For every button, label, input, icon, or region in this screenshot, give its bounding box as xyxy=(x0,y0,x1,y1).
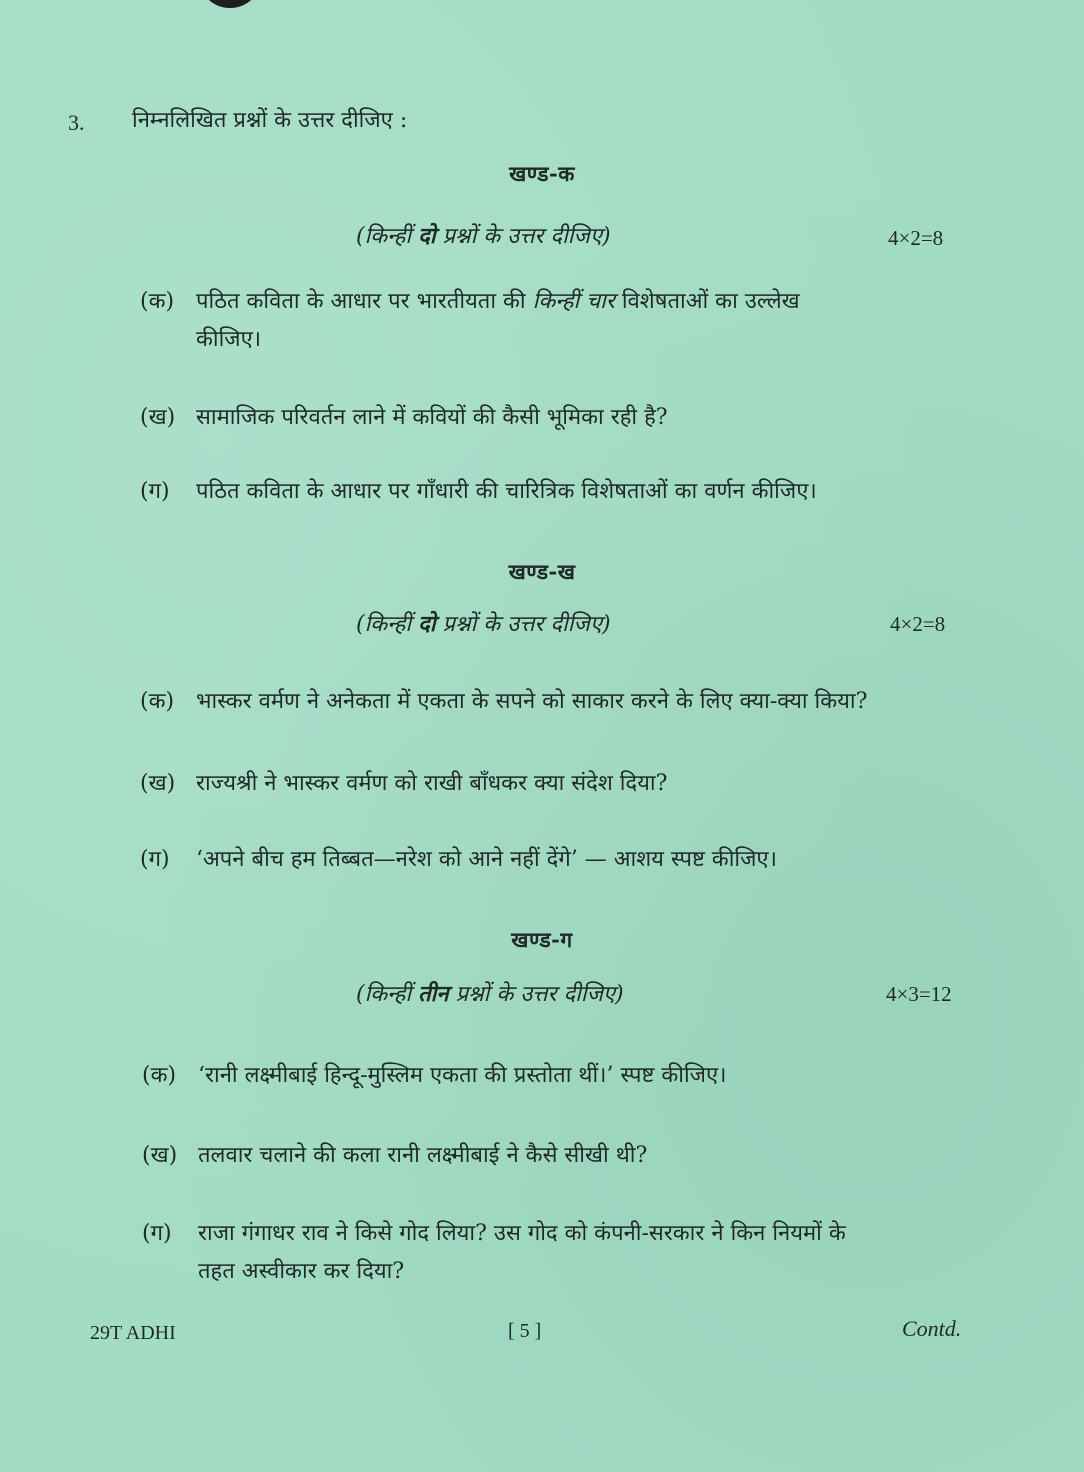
list-item: (ग) राजा गंगाधर राव ने किसे गोद लिया? उस गोद को कंपनी-सरकार ने किन नियमों के xyxy=(142,1214,846,1254)
page-number: [ 5 ] xyxy=(508,1320,542,1342)
list-item: (ख) राज्यश्री ने भास्कर वर्मण को राखी बाँधकर क्या संदेश दिया? xyxy=(140,764,667,804)
list-item: (ग) पठित कविता के आधार पर गाँधारी की चारित्रिक विशेषताओं का वर्णन कीजिए। xyxy=(140,472,817,512)
item-label: (क) xyxy=(142,1063,177,1088)
continued-label: Contd. xyxy=(902,1316,962,1341)
section-marks-a: 4×2=8 xyxy=(888,226,944,250)
section-title-a: खण्ड-क xyxy=(509,161,575,186)
item-label: (ख) xyxy=(140,771,176,796)
list-item: (ग) ‘अपने बीच हम तिब्बत—नरेश को आने नहीं देंगे’ — आशय स्पष्ट कीजिए। xyxy=(140,840,777,880)
list-item: (क) पठित कविता के आधार पर भारतीयता की किन्हीं चार विशेषताओं का उल्लेख xyxy=(140,282,800,322)
item-label: (ग) xyxy=(140,847,170,872)
list-item: (क) भास्कर वर्मण ने अनेकता में एकता के सपने को साकार करने के लिए क्या-क्या किया? xyxy=(140,682,867,722)
item-label: (ग) xyxy=(142,1221,172,1246)
list-item: (ख) सामाजिक परिवर्तन लाने में कवियों की कैसी भूमिका रही है? xyxy=(140,398,668,438)
item-label: (ख) xyxy=(142,1143,178,1168)
section-title-b: खण्ड-ख xyxy=(508,559,576,584)
item-label: (क) xyxy=(140,689,175,714)
list-item: (क) ‘रानी लक्ष्मीबाई हिन्दू-मुस्लिम एकता की प्रस्तोता थीं।’ स्पष्ट कीजिए। xyxy=(142,1056,727,1096)
list-item-continuation: कीजिए। xyxy=(196,327,262,352)
section-title-c: खण्ड-ग xyxy=(511,927,573,952)
section-marks-b: 4×2=8 xyxy=(890,612,946,636)
item-label: (ख) xyxy=(140,405,176,430)
item-label: (क) xyxy=(140,289,175,314)
list-item-continuation: तहत अस्वीकार कर दिया? xyxy=(198,1259,405,1284)
list-item: (ख) तलवार चलाने की कला रानी लक्ष्मीबाई ने कैसे सीखी थी? xyxy=(142,1136,647,1176)
paper-code: 29T ADHI xyxy=(90,1322,176,1344)
punch-hole xyxy=(198,0,262,8)
section-instruction-b: (किन्हीं दो प्रश्नों के उत्तर दीजिए) xyxy=(356,611,611,637)
question-number: 3. xyxy=(68,110,85,135)
item-label: (ग) xyxy=(140,479,170,504)
question-heading: निम्नलिखित प्रश्नों के उत्तर दीजिए : xyxy=(132,108,408,133)
section-marks-c: 4×3=12 xyxy=(886,982,952,1006)
section-instruction-c: (किन्हीं तीन प्रश्नों के उत्तर दीजिए) xyxy=(356,981,624,1007)
section-instruction-a: (किन्हीं दो प्रश्नों के उत्तर दीजिए) xyxy=(356,223,611,249)
